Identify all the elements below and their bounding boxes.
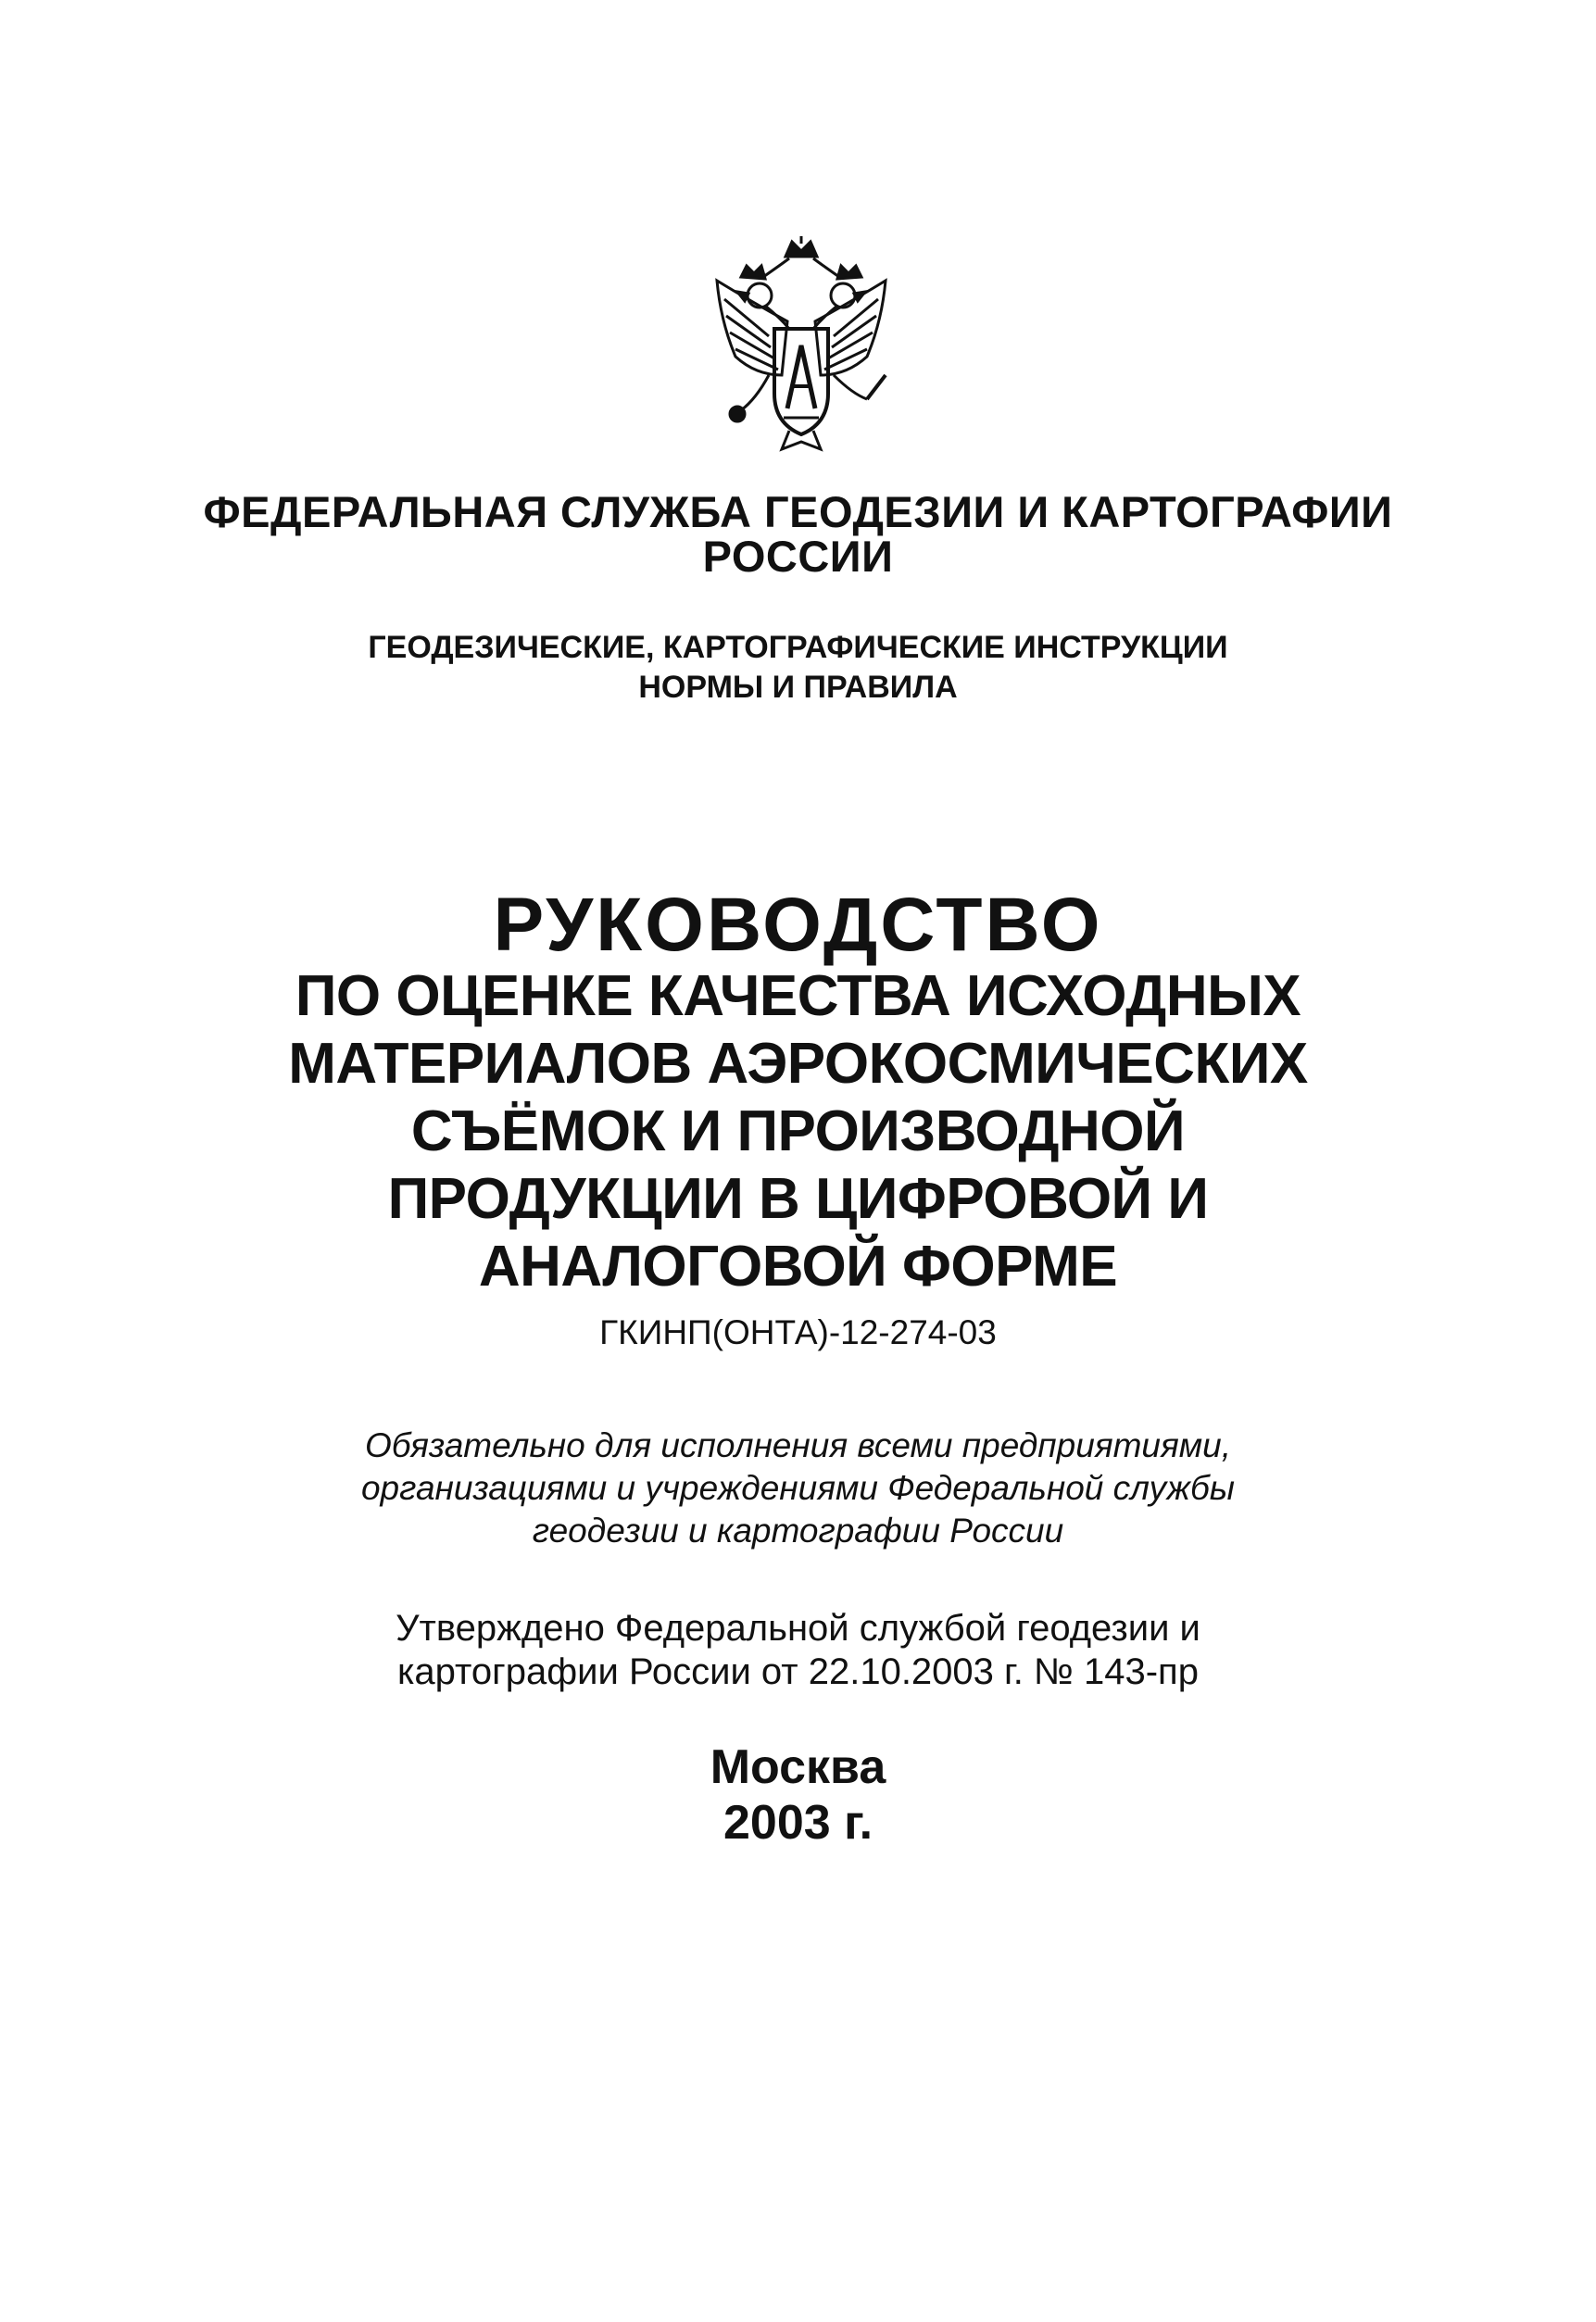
document-title-line-2: МАТЕРИАЛОВ АЭРОКОСМИЧЕСКИХ [288, 1032, 1308, 1096]
imprint-year: 2003 г. [723, 1796, 873, 1850]
approved-line-1: Утверждено Федеральной службой геодезии и [396, 1608, 1200, 1649]
document-title-line-1: ПО ОЦЕНКЕ КАЧЕСТВА ИСХОДНЫХ [295, 964, 1301, 1028]
document-title-main: РУКОВОДСТВО [493, 883, 1103, 967]
document-title-line-5: АНАЛОГОВОЙ ФОРМЕ [478, 1235, 1118, 1299]
imprint-city: Москва [710, 1740, 886, 1794]
double-headed-eagle-emblem-icon [704, 236, 899, 454]
series-line-1: ГЕОДЕЗИЧЕСКИЕ, КАРТОГРАФИЧЕСКИЕ ИНСТРУКЦИИ [368, 630, 1228, 665]
series-line-2: НОРМЫ И ПРАВИЛА [638, 670, 958, 705]
mandatory-line-3: геодезии и картографии России [532, 1512, 1064, 1550]
document-code: ГКИНП(ОНТА)-12-274-03 [599, 1313, 997, 1351]
approved-line-2: картографии России от 22.10.2003 г. № 143-пр [397, 1651, 1199, 1692]
agency-line-2: РОССИИ [702, 532, 894, 581]
mandatory-line-2: организациями и учреждениями Федеральной службы [360, 1469, 1236, 1507]
agency-line-1: ФЕДЕРАЛЬНАЯ СЛУЖБА ГЕОДЕЗИИ И КАРТОГРАФИИ [203, 487, 1393, 536]
document-title-line-4: ПРОДУКЦИИ В ЦИФРОВОЙ И [387, 1167, 1209, 1231]
document-title-line-3: СЪЁМОК И ПРОИЗВОДНОЙ [410, 1099, 1186, 1163]
mandatory-line-1: Обязательно для исполнения всеми предприятиями, [365, 1426, 1231, 1464]
